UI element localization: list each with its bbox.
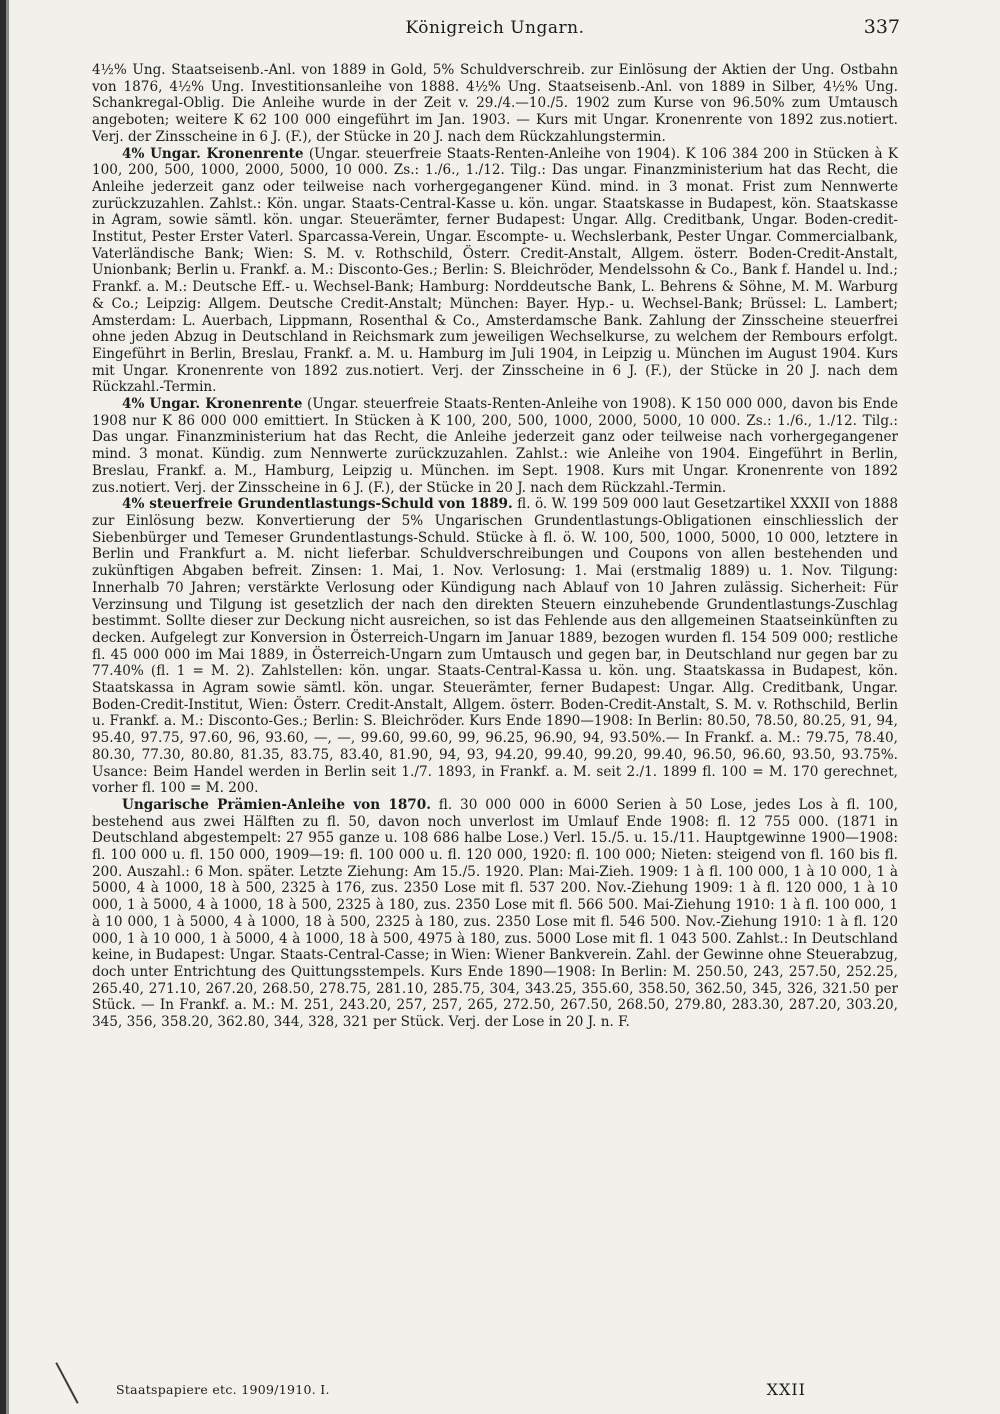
footer-sheet-number: XXII [766,1380,806,1399]
paragraph-kronenrente-1904 [92,146,898,397]
paragraph-lead: 4% Ungar. Kronenrente [122,145,304,162]
page-footer [116,1382,806,1406]
page-number: 337 [863,16,900,38]
paragraph-lead: 4% Ungar. Kronenrente [122,396,303,413]
paragraph-lead: Ungarische Prämien-Anleihe von 1870. [122,796,431,813]
pencil-mark [55,1362,78,1404]
paragraph-text: (Ungar. steuerfreie Staats-Renten-Anleihe von 1908). K 150 000 000, davon bis Ende 1908 nur K 86 000 000 emittiert. In Stücken à K 100, 200, 500, 1000, 2000, 5000, 10 000. Zs.: 1./6., 1./12. Tilg.: Das ungar. Finanzministerium hat das Recht, die Anleihe jederzeit ganz oder teilweise nach vorhergegangener mind. 3 monat. Kündig. zum Nennwerte zurückzuzahlen. Zahlst.: wie Anleihe von 1904. Eingeführt in Berlin, Breslau, Frankf. a. M., Hamburg, Leipzig u. München. im Sept. 1908. Kurs mit Ungar. Kronenrente von 1892 zus.notiert. Verj. der Zinsscheine in 6 J. (F.), der Stücke in 20 J. nach dem Rückzahl.-Termin. [92,396,899,496]
paragraph-text: (Ungar. steuerfreie Staats-Renten-Anleihe von 1904). K 106 384 200 in Stücken à K 100, 200, 500, 1000, 2000, 5000, 10 000. Zs.: 1./6., 1./12. Tilg.: Das ungar. Finanzministerium hat das Recht, die Anleihe jederzeit ganz oder teilweise nach vorhergegangener Künd. mind. in 3 monat. Frist zum Nennwerte zurückzuzahlen. Zahlst.: Kön. ungar. Staats-Central-Kasse u. kön. ungar. Staatskasse in Budapest, kön. Staatskasse in Agram, sowie sämtl. kön. ungar. Steuerämter, ferner Budapest: Ungar. Allg. Creditbank, Ungar. Boden-credit-Institut, Pester Erster Vaterl. Sparcassa-Verein, Ungar. Escompte- u. Wechslerbank, Pester Ungar. Commercialbank, Vaterländische Bank; Wien: S. M. v. Rothschild, Österr. Credit-Anstalt, Allgem. österr. Boden-Credit-Anstalt, Unionbank; Berlin u. Frankf. a. M.: Disconto-Ges.; Berlin: S. Bleichröder, Mendelssohn & Co., Bank f. Handel u. Ind.; Frankf. a. M.: Deutsche Eff.- u. Wechsel-Bank; Hamburg: Norddeutsche Bank, L. Behrens & Söhne, M. M. Warburg & Co.; Leipzig: Allgem. Deutsche Credit-Anstalt; München: Bayer. Hyp.- u. Wechsel-Bank; Brüssel: L. Lambert; Amsterdam: L. Auerbach, Lippmann, Rosenthal & Co., Amsterdamsche Bank. Zahlung der Zinsscheine steuerfrei ohne jeden Abzug in Deutschland in Reichsmark zum jeweiligen Wechselkurse, zu welchem der Rembours erfolgt. Eingeführt in Berlin, Breslau, Frankf. a. M. u. Hamburg im Juli 1904, in Leipzig u. München im August 1904. Kurs mit Ungar. Kronenrente von 1892 zus.notiert. Verj. der Zinsscheine in 6 J. (F.), der Stücke in 20 J. nach dem Rückzahl.-Termin. [92,145,899,396]
paragraph-staatseisenbahn [92,62,898,146]
paragraph-grundentlastung-1889 [92,496,898,797]
paragraph-kronenrente-1908 [92,396,898,496]
paragraph-lead: 4% steuerfreie Grundentlastungs-Schuld von 1889. [122,496,513,513]
paragraph-praemien-anleihe-1870 [92,797,898,1031]
page-header [90,14,900,44]
page-body [92,62,898,1031]
page-binding-shadow [6,0,9,1414]
paragraph-text: 4½% Ung. Staatseisenb.-Anl. von 1889 in Gold, 5% Schuldverschreib. zur Einlösung der Aktien der Ung. Ostbahn von 1876, 4½% Ung. Investitionsanleihe von 1888. 4½% Ung. Staatseisenb.-Anl. von 1889 in Silber, 4½% Ung. Schankregal-Oblig. Die Anleihe wurde in der Zeit v. 29./4.—10./5. 1902 zum Kurse von 96.50% zum Umtausch angeboten; weitere K 62 100 000 eingeführt im Jan. 1903. — Kurs mit Ungar. Kronenrente von 1892 zus.notiert. Verj. der Zinsscheine in 6 J. (F.), der Stücke in 20 J. nach dem Rückzahlungstermin. [92,62,898,145]
paragraph-text: fl. 30 000 000 in 6000 Serien à 50 Lose, jedes Los à fl. 100, bestehend aus zwei Hälften zu fl. 50, davon noch unverlost im Umlauf Ende 1908: fl. 12 755 000. (1871 in Deutschland abgestempelt: 27 955 ganze u. 108 686 halbe Lose.) Verl. 15./5. u. 15./11. Hauptgewinne 1900—1908: fl. 100 000 u. fl. 150 000, 1909—19: fl. 100 000 u. fl. 120 000, 1920: fl. 100 000; Nieten: steigend von fl. 160 bis fl. 200. Auszahl.: 6 Mon. später. Letzte Ziehung: Am 15./5. 1920. Plan: Mai-Zieh. 1909: 1 à fl. 100 000, 1 à 10 000, 1 à 5000, 4 à 1000, 18 à 500, 2325 à 176, zus. 2350 Lose mit fl. 537 200. Nov.-Ziehung 1909: 1 à fl. 120 000, 1 à 10 000, 1 à 5000, 4 à 1000, 18 à 500, 2325 à 180, zus. 2350 Lose mit fl. 566 500. Mai-Ziehung 1910: 1 à fl. 100 000, 1 à 10 000, 1 à 5000, 4 à 1000, 18 à 500, 2325 à 180, zus. 2350 Lose mit fl. 546 500. Nov.-Ziehung 1910: 1 à fl. 120 000, 1 à 10 000, 1 à 5000, 4 à 1000, 18 à 500, 4975 à 180, zus. 5000 Lose mit fl. 1 043 500. Zahlst.: In Deutschland keine, in Budapest: Ungar. Staats-Central-Casse; in Wien: Wiener Bankverein. Zahl. der Gewinne ohne Steuerabzug, doch unter Entrichtung des Quittungsstempels. Kurs Ende 1890—1908: In Berlin: M. 250.50, 243, 257.50, 252.25, 265.40, 271.10, 267.20, 268.50, 278.75, 281.10, 285.75, 304, 343.25, 355.60, 358.50, 362.50, 345, 326, 321.50 per Stück. — In Frankf. a. M.: M. 251, 243.20, 257, 257, 265, 272.50, 267.50, 268.50, 279.80, 283.30, 287.20, 303.20, 345, 356, 358.20, 362.80, 344, 328, 321 per Stück. Verj. der Lose in 20 J. n. F. [92,796,899,1031]
footer-signature-line: Staatspapiere etc. 1909/1910. I. [116,1382,330,1397]
paragraph-text: fl. ö. W. 199 509 000 laut Gesetzartikel XXXII von 1888 zur Einlösung bezw. Konvertierung der 5% Ungarischen Grundentlastungs-Obligationen einschliesslich der Siebenbürger und Temeser Grundentlastungs-Schuld. Stücke à fl. ö. W. 100, 500, 1000, 5000, 10 000, letztere in Berlin und Frankfurt a. M. nicht lieferbar. Schuldverschreibungen und Coupons von allen bestehenden und zukünftigen Abgaben befreit. Zinsen: 1. Mai, 1. Nov. Verlosung: 1. Mai (erstmalig 1889) u. 1. Nov. Tilgung: Innerhalb 70 Jahren; verstärkte Verlosung oder Kündigung nach Ablauf von 10 Jahren zulässig. Sicherheit: Für Verzinsung und Tilgung ist gesetzlich der nach den direkten Steuern einzuhebende Grundentlastungs-Zuschlag bestimmt. Sollte dieser zur Deckung nicht ausreichen, so ist das Fehlende aus den allgemeinen Staatseinkünften zu decken. Aufgelegt zur Konversion in Österreich-Ungarn im Januar 1889, bezogen wurden fl. 154 509 000; restliche fl. 45 000 000 im Mai 1889, in Österreich-Ungarn zum Umtausch und gegen bar, in Deutschland nur gegen bar zu 77.40% (fl. 1 = M. 2). Zahlstellen: kön. ungar. Staats-Central-Kassa u. kön. ung. Staatskassa in Budapest, kön. Staatskassa in Agram sowie sämtl. kön. ungar. Steuerämter, ferner Budapest: Ungar. Allg. Creditbank, Ungar. Boden-Credit-Institut, Wien: Österr. Credit-Anstalt, Allgem. österr. Boden-Credit-Anstalt, S. M. v. Rothschild, Berlin u. Frankf. a. M.: Disconto-Ges.; Berlin: S. Bleichröder. Kurs Ende 1890—1908: In Berlin: 80.50, 78.50, 80.25, 91, 94, 95.40, 97.75, 97.60, 96, 93.60, —, —, 99.60, 99.60, 99, 96.25, 96.90, 94, 93.50%.— In Frankf. a. M.: 79.75, 78.40, 80.30, 77.30, 80.80, 81.35, 83.75, 83.40, 81.90, 94, 93, 94.20, 99.40, 99.20, 99.40, 96.50, 96.60, 93.50, 93.75%. Usance: Beim Handel werden in Berlin seit 1./7. 1893, in Frankf. a. M. seit 2./1. 1899 fl. 100 = M. 170 gerechnet, vorher fl. 100 = M. 200. [92,496,898,797]
running-title: Königreich Ungarn. [405,18,585,38]
